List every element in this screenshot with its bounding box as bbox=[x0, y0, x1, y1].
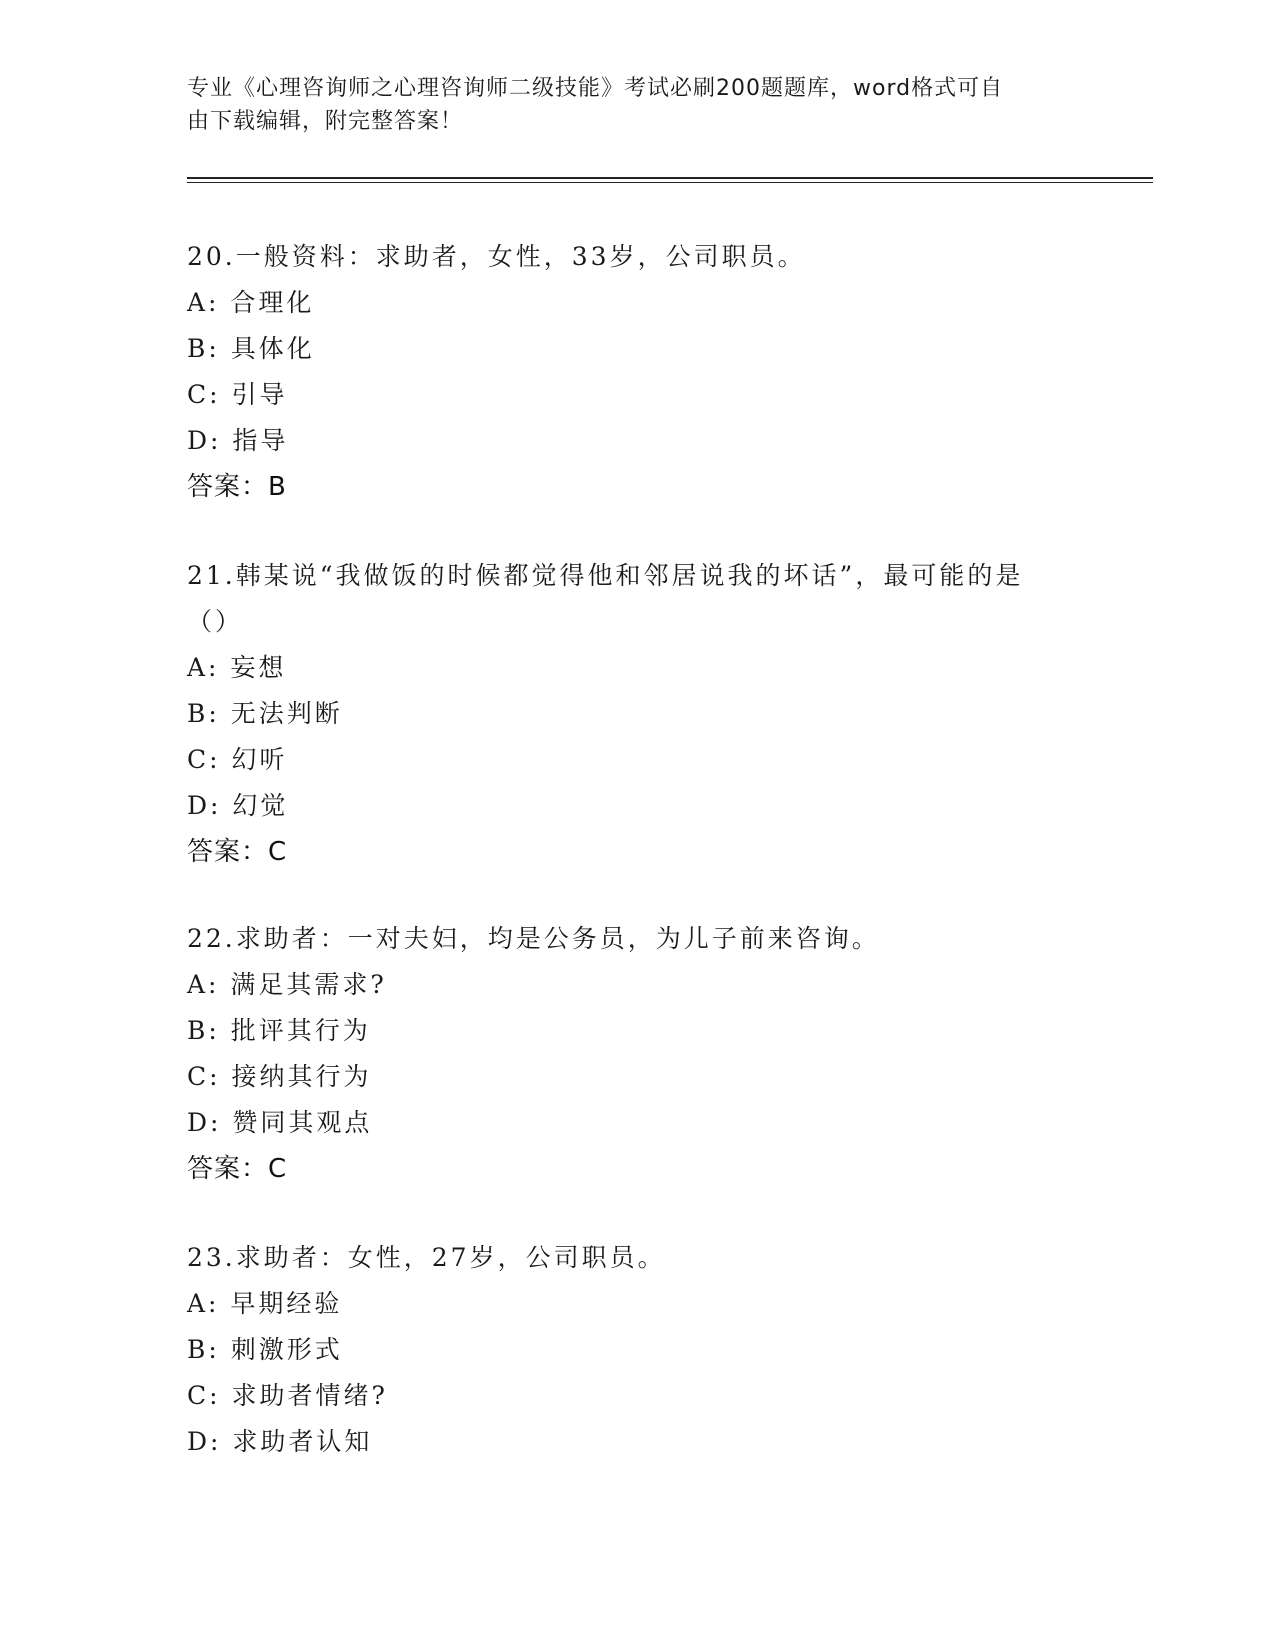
option-b: B: 批评其行为 bbox=[187, 1016, 371, 1045]
question-stem-continuation: （） bbox=[187, 607, 244, 636]
option-a: A: 满足其需求? bbox=[187, 970, 387, 999]
question-22 bbox=[187, 916, 1087, 1192]
header-divider-thin bbox=[187, 182, 1153, 183]
header-line-1: 专业《心理咨询师之心理咨询师二级技能》考试必刷200题题库，word格式可自 bbox=[187, 76, 1004, 101]
option-b: B: 具体化 bbox=[187, 334, 315, 363]
option-c: C: 幻听 bbox=[187, 745, 288, 774]
option-c: C: 引导 bbox=[187, 380, 288, 409]
question-stem: 23.求助者：女性，27岁，公司职员。 bbox=[187, 1243, 666, 1272]
option-d: D: 求助者认知 bbox=[187, 1427, 373, 1456]
answer: 答案：C bbox=[187, 1154, 288, 1184]
option-a: A: 合理化 bbox=[187, 288, 315, 317]
option-b: B: 无法判断 bbox=[187, 699, 343, 728]
answer: 答案：C bbox=[187, 837, 288, 867]
question-stem: 22.求助者：一对夫妇，均是公务员，为儿子前来咨询。 bbox=[187, 924, 880, 953]
header-line-2: 由下载编辑，附完整答案！ bbox=[187, 109, 464, 134]
question-20 bbox=[187, 234, 1087, 510]
option-a: A: 早期经验 bbox=[187, 1289, 343, 1318]
answer: 答案：B bbox=[187, 472, 287, 502]
option-a: A: 妄想 bbox=[187, 653, 287, 682]
option-c: C: 求助者情绪? bbox=[187, 1381, 388, 1410]
option-d: D: 赞同其观点 bbox=[187, 1108, 373, 1137]
option-d: D: 指导 bbox=[187, 426, 289, 455]
option-c: C: 接纳其行为 bbox=[187, 1062, 372, 1091]
document-header bbox=[187, 72, 1087, 138]
question-stem: 20.一般资料：求助者，女性，33岁，公司职员。 bbox=[187, 242, 806, 271]
header-divider-thick bbox=[187, 177, 1153, 179]
option-b: B: 刺激形式 bbox=[187, 1335, 343, 1364]
question-stem: 21.韩某说“我做饭的时候都觉得他和邻居说我的坏话”，最可能的是 bbox=[187, 561, 1024, 590]
question-23 bbox=[187, 1235, 1087, 1465]
option-d: D: 幻觉 bbox=[187, 791, 289, 820]
question-21 bbox=[187, 553, 1087, 875]
